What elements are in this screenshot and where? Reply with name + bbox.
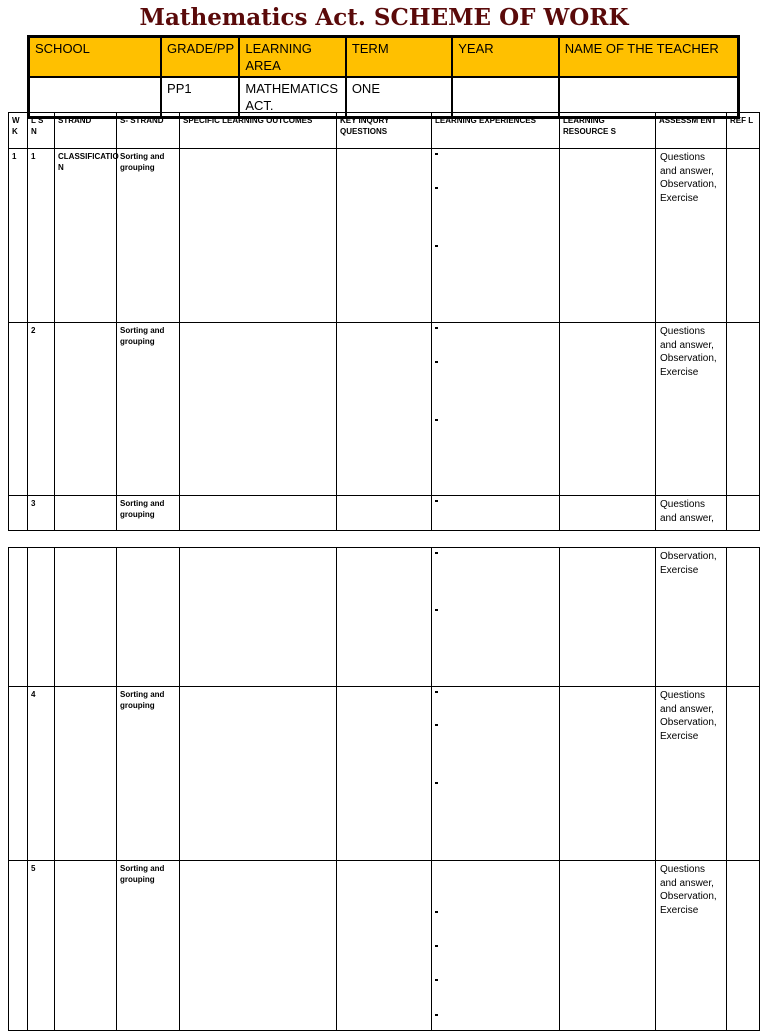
resources-cell — [560, 323, 656, 496]
sub-strand-cell — [117, 548, 180, 687]
sub-strand-cell: Sorting and grouping — [117, 149, 180, 323]
bullet — [435, 1014, 438, 1016]
lsn-cell — [28, 548, 55, 687]
resources-cell — [560, 687, 656, 861]
assessment-cell: Observation, Exercise — [656, 548, 727, 687]
bullet — [435, 552, 438, 554]
slo-cell — [180, 548, 337, 687]
experiences-cell — [432, 861, 560, 1031]
table-row — [9, 149, 760, 323]
wk-cell — [9, 496, 28, 531]
kiq-cell — [337, 861, 432, 1031]
bullet — [435, 911, 438, 913]
bullet — [435, 419, 438, 421]
grade-value: PP1 — [161, 77, 239, 118]
assessment-cell: Questions and answer, Observation, Exercise — [656, 687, 727, 861]
bullet — [435, 361, 438, 363]
strand-cell: CLASSIFICATIO N — [55, 149, 117, 323]
refl-cell — [727, 861, 760, 1031]
bullet — [435, 782, 438, 784]
resources-cell — [560, 548, 656, 687]
sub-strand-cell: Sorting and grouping — [117, 861, 180, 1031]
table-row — [9, 323, 760, 496]
grade-label: GRADE/PP — [161, 37, 239, 78]
col-strand: STRAND — [55, 113, 117, 149]
experiences-cell — [432, 496, 560, 531]
bullet — [435, 187, 438, 189]
col-assessment: ASSESSM ENT — [656, 113, 727, 149]
resources-cell — [560, 861, 656, 1031]
bullet — [435, 609, 438, 611]
wk-cell — [9, 861, 28, 1031]
strand-cell — [55, 861, 117, 1031]
bullet — [435, 153, 438, 155]
col-resources: LEARNING RESOURCE S — [560, 113, 656, 149]
scheme-table-1 — [8, 112, 760, 531]
bullet — [435, 327, 438, 329]
refl-cell — [727, 687, 760, 861]
strand-cell — [55, 548, 117, 687]
table-row — [9, 496, 760, 531]
assessment-cell: Questions and answer, Observation, Exercise — [656, 861, 727, 1031]
col-lsn: L S N — [28, 113, 55, 149]
lsn-cell: 2 — [28, 323, 55, 496]
slo-cell — [180, 149, 337, 323]
experiences-cell — [432, 149, 560, 323]
lsn-cell: 4 — [28, 687, 55, 861]
bullet — [435, 500, 438, 502]
col-wk: W K — [9, 113, 28, 149]
experiences-cell — [432, 548, 560, 687]
wk-cell — [9, 548, 28, 687]
refl-cell — [727, 496, 760, 531]
kiq-cell — [337, 149, 432, 323]
strand-cell — [55, 323, 117, 496]
assessment-cell: Questions and answer, Observation, Exercise — [656, 149, 727, 323]
learning-area-label: LEARNING AREA — [239, 37, 345, 78]
refl-cell — [727, 548, 760, 687]
kiq-cell — [337, 687, 432, 861]
wk-cell — [9, 323, 28, 496]
refl-cell — [727, 323, 760, 496]
lsn-cell: 5 — [28, 861, 55, 1031]
year-label: YEAR — [452, 37, 558, 78]
school-label: SCHOOL — [29, 37, 162, 78]
wk-cell — [9, 687, 28, 861]
term-value: ONE — [346, 77, 452, 118]
col-refl: REF L — [727, 113, 760, 149]
strand-cell — [55, 687, 117, 861]
teacher-name-label: NAME OF THE TEACHER — [559, 37, 739, 78]
page-title: Mathematics Act. SCHEME OF WORK — [139, 4, 629, 31]
sub-strand-cell: Sorting and grouping — [117, 496, 180, 531]
sub-strand-cell: Sorting and grouping — [117, 323, 180, 496]
assessment-cell: Questions and answer, Observation, Exercise — [656, 323, 727, 496]
bullet — [435, 691, 438, 693]
table-row — [9, 687, 760, 861]
bullet — [435, 979, 438, 981]
assessment-cell: Questions and answer, — [656, 496, 727, 531]
resources-cell — [560, 149, 656, 323]
lsn-cell: 3 — [28, 496, 55, 531]
col-slo: SPECIFIC LEARNING OUTCOMES — [180, 113, 337, 149]
slo-cell — [180, 687, 337, 861]
bullet — [435, 945, 438, 947]
kiq-cell — [337, 496, 432, 531]
sub-strand-cell: Sorting and grouping — [117, 687, 180, 861]
scheme-table-2 — [8, 547, 760, 1031]
column-header-row — [9, 113, 760, 149]
col-experiences: LEARNING EXPERIENCES — [432, 113, 560, 149]
header-info-table — [27, 35, 740, 119]
kiq-cell — [337, 548, 432, 687]
refl-cell — [727, 149, 760, 323]
table-row — [9, 548, 760, 687]
bullet — [435, 724, 438, 726]
bullet — [435, 245, 438, 247]
slo-cell — [180, 861, 337, 1031]
experiences-cell — [432, 323, 560, 496]
kiq-cell — [337, 323, 432, 496]
experiences-cell — [432, 687, 560, 861]
slo-cell — [180, 323, 337, 496]
resources-cell — [560, 496, 656, 531]
slo-cell — [180, 496, 337, 531]
table-row — [9, 861, 760, 1031]
col-kiq: KEY INQURY QUESTIONS — [337, 113, 432, 149]
col-sub-strand: S- STRAND — [117, 113, 180, 149]
wk-cell: 1 — [9, 149, 28, 323]
learning-area-value: MATHEMATICS ACT. — [239, 77, 345, 118]
term-label: TERM — [346, 37, 452, 78]
strand-cell — [55, 496, 117, 531]
lsn-cell: 1 — [28, 149, 55, 323]
